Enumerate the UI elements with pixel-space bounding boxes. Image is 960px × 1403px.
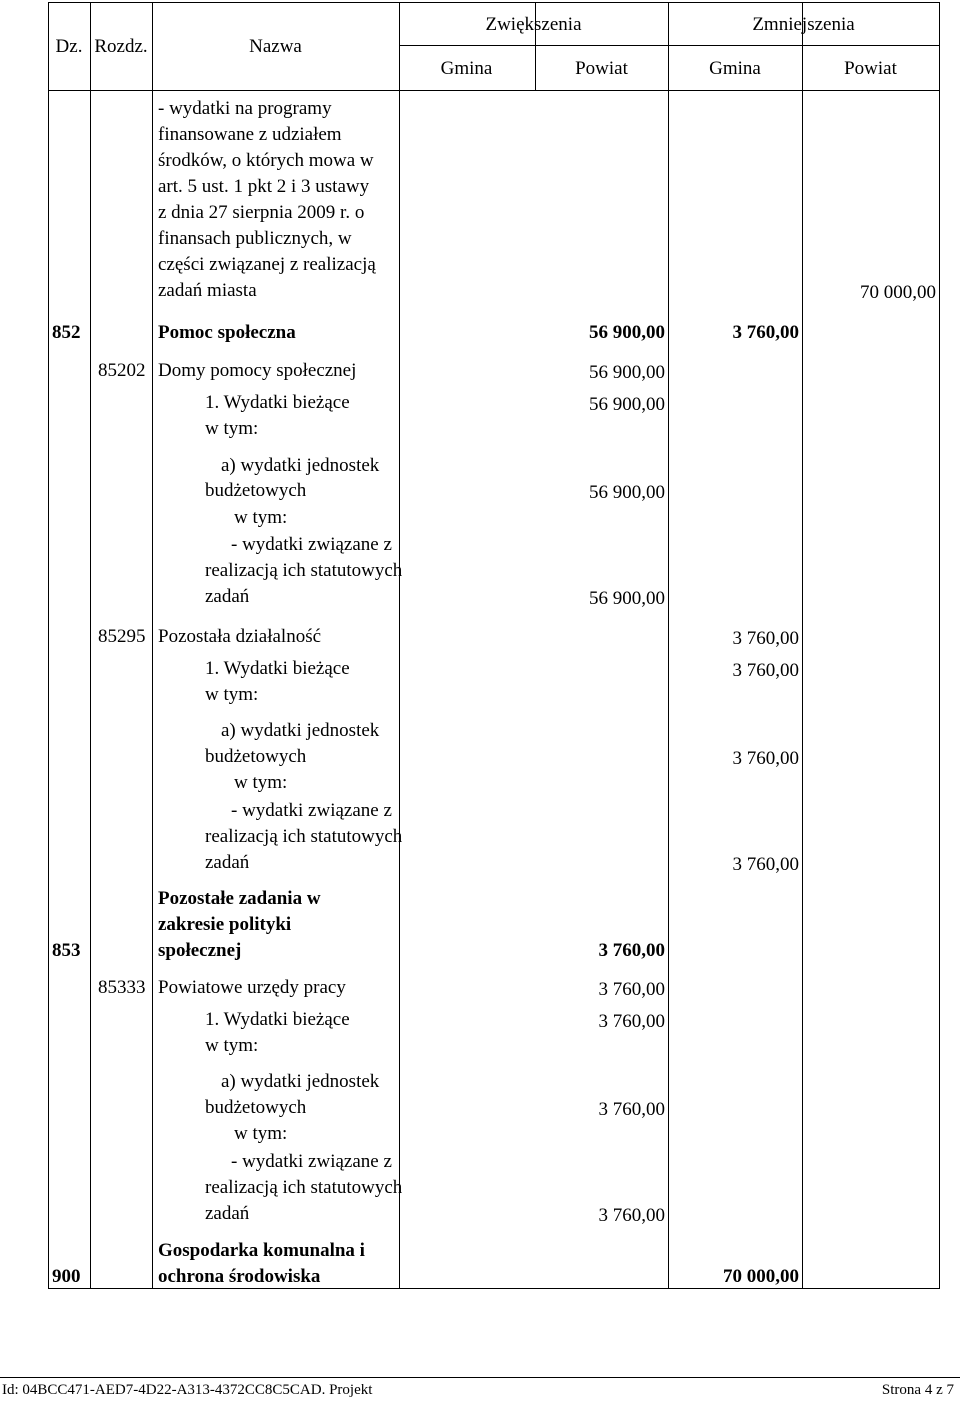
header-dz: Dz. [55,36,83,57]
wydatki-zwiazane: - wydatki związane z [231,800,392,821]
zadan: zadań [205,586,250,607]
block0-line: części związanej z realizacją [158,254,376,275]
rozdz-85202-name: Domy pomocy społecznej [158,360,357,381]
budzetowych-value: 56 900,00 [589,482,665,503]
wydatki-biezace-value: 56 900,00 [589,394,665,415]
dz-852-zw-gmina: 56 900,00 [589,322,665,343]
rozdz-85202: 85202 [98,360,146,381]
header-bottom-line [48,90,939,91]
wydatki-jednostek: a) wydatki jednostek [221,720,380,741]
realizacja-statutowych: realizacją ich statutowych [205,560,403,581]
w-tym: w tym: [234,772,288,793]
block0-line: art. 5 ust. 1 pkt 2 i 3 ustawy [158,176,370,197]
header-zwiekszenia: Zwiększenia [485,14,582,35]
header-nazwa: Nazwa [249,36,302,57]
header-zw-powiat: Powiat [575,58,628,79]
dz-853-zw-gmina: 3 760,00 [598,940,665,961]
wydatki-biezace: 1. Wydatki bieżące [205,658,350,679]
col-divider-nazwa [399,2,400,1289]
page-number: Strona 4 z 7 [881,1382,954,1398]
header-zm-gmina: Gmina [709,58,761,79]
block0-line: - wydatki na programy [158,98,332,119]
w-tym: w tym: [234,1123,288,1144]
w-tym: w tym: [205,684,259,705]
block0-line: zadań miasta [158,280,257,301]
dz-900-name: Gospodarka komunalna i [158,1240,365,1261]
col-divider-dz [90,2,91,1289]
dz-900-name: ochrona środowiska [158,1266,321,1287]
wydatki-biezace: 1. Wydatki bieżące [205,392,350,413]
budzetowych-value: 3 760,00 [732,748,799,769]
w-tym: w tym: [205,1035,259,1056]
dz-900: 900 [52,1266,81,1287]
header-zm-powiat: Powiat [844,58,897,79]
block0-line: z dnia 27 sierpnia 2009 r. o [158,202,365,223]
zadan-value: 3 760,00 [732,854,799,875]
budzetowych: budżetowych [205,480,307,501]
block0-line: środków, o których mowa w [158,150,374,171]
zadan: zadań [205,852,250,873]
rozdz-85333-value: 3 760,00 [598,979,665,1000]
rozdz-85333-name: Powiatowe urzędy pracy [158,977,346,998]
rozdz-85295: 85295 [98,626,146,647]
header-zmniejszenia: Zmniejszenia [752,14,855,35]
dz-853-name: Pozostałe zadania w [158,888,321,909]
wydatki-biezace: 1. Wydatki bieżące [205,1009,350,1030]
zadan-value: 3 760,00 [598,1205,665,1226]
header-rozdz: Rozdz. [94,36,148,57]
realizacja-statutowych: realizacją ich statutowych [205,1177,403,1198]
budzetowych: budżetowych [205,746,307,767]
dz-853: 853 [52,940,81,961]
header-subdivider [399,45,939,46]
dz-853-name: zakresie polityki [158,914,292,935]
zadan-value: 56 900,00 [589,588,665,609]
budzetowych-value: 3 760,00 [598,1099,665,1120]
col-divider-rozdz [152,2,153,1289]
zadan: zadań [205,1203,250,1224]
dz-852: 852 [52,322,81,343]
wydatki-zwiazane: - wydatki związane z [231,1151,392,1172]
rozdz-85295-value: 3 760,00 [732,628,799,649]
budzetowych: budżetowych [205,1097,307,1118]
block0-line: finansowane z udziałem [158,124,342,145]
wydatki-biezace-value: 3 760,00 [732,660,799,681]
rozdz-85202-value: 56 900,00 [589,362,665,383]
block0-zm-powiat-value: 70 000,00 [860,282,936,303]
dz-853-name: społecznej [158,940,242,961]
dz-900-zm-gmina: 70 000,00 [723,1266,799,1287]
wydatki-biezace-value: 3 760,00 [598,1011,665,1032]
dz-852-zw-powiat: 3 760,00 [732,322,799,343]
col-divider-powiat [802,2,803,1289]
wydatki-jednostek: a) wydatki jednostek [221,1071,380,1092]
budget-table [48,2,940,1289]
rozdz-85333: 85333 [98,977,146,998]
wydatki-jednostek: a) wydatki jednostek [221,455,380,476]
block0-line: finansach publicznych, w [158,228,352,249]
wydatki-zwiazane: - wydatki związane z [231,534,392,555]
document-id: Id: 04BCC471-AED7-4D22-A313-4372CC8C5CAD. Projekt [2,1382,373,1398]
rozdz-85295-name: Pozostała działalność [158,626,322,647]
dz-852-name: Pomoc społeczna [158,322,296,343]
w-tym: w tym: [205,418,259,439]
header-zw-gmina: Gmina [440,58,493,79]
realizacja-statutowych: realizacją ich statutowych [205,826,403,847]
w-tym: w tym: [234,507,288,528]
